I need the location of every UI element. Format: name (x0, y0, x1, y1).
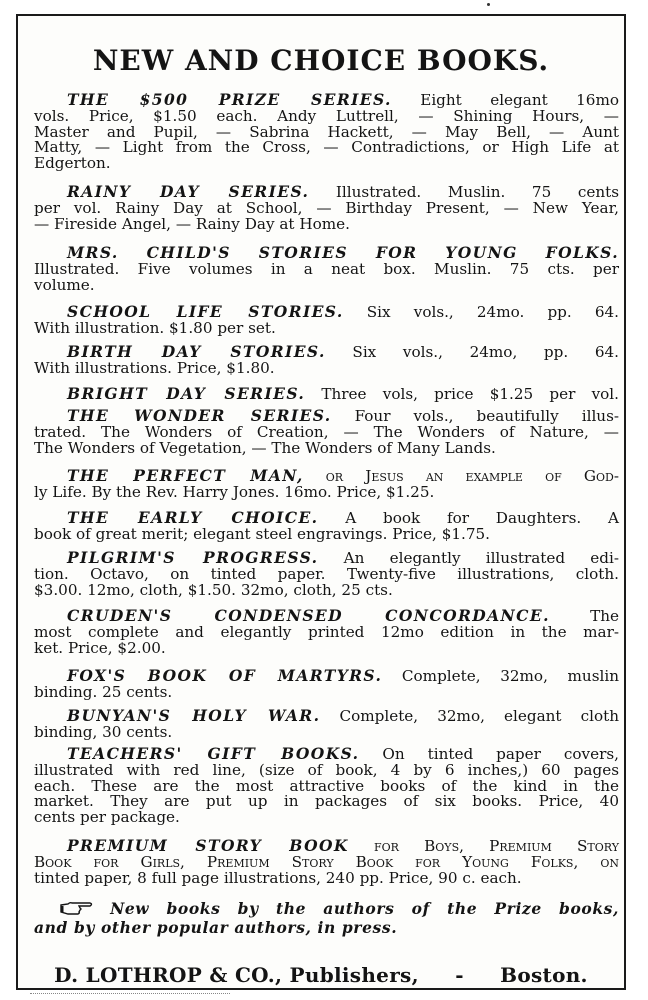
book-entry-birth-day (34, 344, 619, 377)
note-line-2: and by other popular authors, in press. (34, 917, 398, 937)
advertisement-frame (16, 14, 626, 990)
entry-heading: CRUDEN'S CONDENSED CONCORDANCE. (67, 606, 550, 625)
entry-text: On tinted paper covers, (382, 745, 619, 763)
entry-text: volume. (34, 275, 95, 294)
entry-text: cents per package. (34, 808, 180, 827)
entry-text: each. These are the most attractive books of the kind in the (34, 776, 619, 795)
entry-heading: SCHOOL LIFE STORIES. (67, 302, 344, 321)
book-entry-bright-day (34, 386, 619, 403)
book-entry-school-life (34, 304, 619, 337)
note-line-1: New books by the authors of the Prize books, (110, 899, 619, 918)
book-entry-early-choice (34, 510, 619, 543)
entry-text: Three vols, price $1.25 per vol. (321, 385, 619, 403)
print-speck (487, 3, 490, 6)
book-entry-holy-war (34, 708, 619, 741)
entry-text: market. They are put up in packages of six books. Price, 40 (34, 792, 619, 811)
entry-heading: THE PERFECT MAN, (67, 466, 304, 485)
entry-heading: PILGRIM'S PROGRESS. (67, 548, 319, 567)
entry-text: Master and Pupil, — Sabrina Hackett, — May Bell, — Aunt (34, 122, 619, 141)
entry-heading: TEACHERS' GIFT BOOKS. (67, 744, 360, 763)
book-entry-prize-series (34, 92, 619, 172)
entry-text: Six vols., 24mo, pp. 64. (352, 343, 620, 361)
entry-text: $3.00. 12mo, cloth, $1.50. 32mo, cloth, 25 cts. (34, 580, 393, 599)
entry-text: Complete, 32mo, elegant cloth (339, 707, 619, 725)
entry-text: The (590, 607, 620, 625)
entry-text: binding, 30 cents. (34, 722, 173, 741)
entry-text: binding. 25 cents. (34, 682, 173, 701)
entry-text: The Wonders of Vegetation, — The Wonders of Many Lands. (34, 438, 496, 457)
entry-text: ly Life. By the Rev. Harry Jones. 16mo. Price, $1.25. (34, 482, 435, 501)
entry-text: Edgerton. (34, 154, 111, 173)
publisher-name: D. LOTHROP & CO., Publishers, (54, 963, 419, 987)
entry-text: tinted paper, 8 full page illustrations, 240 pp. Price, 90 c. each. (34, 868, 522, 887)
clipping-edge (30, 993, 230, 999)
entry-heading: BRIGHT DAY SERIES. (67, 384, 306, 403)
entry-heading: THE WONDER SERIES. (67, 406, 332, 425)
entry-text: for Boys, Premium Story (373, 837, 619, 855)
entry-text: A book for Daughters. A (345, 509, 619, 527)
entry-heading: PREMIUM STORY BOOK (67, 836, 349, 855)
entry-text: Illustrated. Muslin. 75 cents (335, 183, 620, 201)
entry-heading: BUNYAN'S HOLY WAR. (67, 706, 321, 725)
entry-text: Book for Girls, Premium Story Book for Young Folks, on (34, 852, 619, 871)
book-entry-cruden (34, 608, 619, 656)
entry-text: Four vols., beautifully illus- (354, 407, 620, 425)
entry-text: With illustration. $1.80 per set. (34, 318, 276, 337)
entry-heading: THE $500 PRIZE SERIES. (67, 90, 392, 109)
entry-heading: BIRTH DAY STORIES. (67, 342, 326, 361)
entry-text: book of great merit; elegant steel engravings. Price, $1.75. (34, 524, 491, 543)
book-entry-premium-story (34, 838, 619, 886)
entry-heading: MRS. CHILD'S STORIES FOR YOUNG FOLKS. (67, 243, 619, 262)
publisher-city: Boston. (500, 963, 588, 987)
entry-heading: RAINY DAY SERIES. (67, 182, 310, 201)
entry-text: per vol. Rainy Day at School, — Birthday Present, — New Year, (34, 198, 619, 217)
entry-text: An elegantly illustrated edi- (343, 549, 619, 567)
entry-text: Complete, 32mo, muslin (401, 667, 620, 685)
book-entry-perfect-man (34, 468, 619, 501)
entry-text: Matty, — Light from the Cross, — Contradictions, or High Life at (34, 138, 619, 157)
entry-text: — Fireside Angel, — Rainy Day at Home. (34, 214, 350, 233)
entry-text: Illustrated. Five volumes in a neat box. Muslin. 75 cts. per (34, 259, 619, 278)
entry-text: vols. Price, $1.50 each. Andy Luttrell, — Shining Hours, — (34, 106, 619, 125)
entry-text: Eight elegant 16mo (420, 91, 619, 109)
entry-text: or Jesus an example of God- (325, 467, 620, 485)
entry-text: tion. Octavo, on tinted paper. Twenty-five illustrations, cloth. (34, 564, 619, 583)
publisher-footer (18, 963, 624, 987)
book-entry-mrs-child (34, 245, 619, 293)
book-entry-pilgrims-progress (34, 550, 619, 598)
entry-text: illustrated with red line, (size of book, 4 by 6 inches,) 60 pages (34, 760, 619, 779)
book-entry-wonder-series (34, 408, 619, 456)
entry-text: most complete and elegantly printed 12mo edition in the mar- (34, 622, 619, 641)
press-note (34, 900, 619, 937)
footer-dash: - (455, 963, 464, 987)
entry-heading: THE EARLY CHOICE. (67, 508, 319, 527)
book-entry-teachers-gift (34, 746, 619, 826)
entry-text: ket. Price, $2.00. (34, 638, 166, 657)
entry-text: trated. The Wonders of Creation, — The Wonders of Nature, — (34, 422, 619, 441)
entry-text: With illustrations. Price, $1.80. (34, 358, 275, 377)
book-entry-rainy-day (34, 184, 619, 232)
page-title: NEW AND CHOICE BOOKS. (92, 44, 550, 77)
book-entry-foxs-martyrs (34, 668, 619, 701)
entry-text: Six vols., 24mo. pp. 64. (366, 303, 619, 321)
entry-heading: FOX'S BOOK OF MARTYRS. (67, 666, 383, 685)
